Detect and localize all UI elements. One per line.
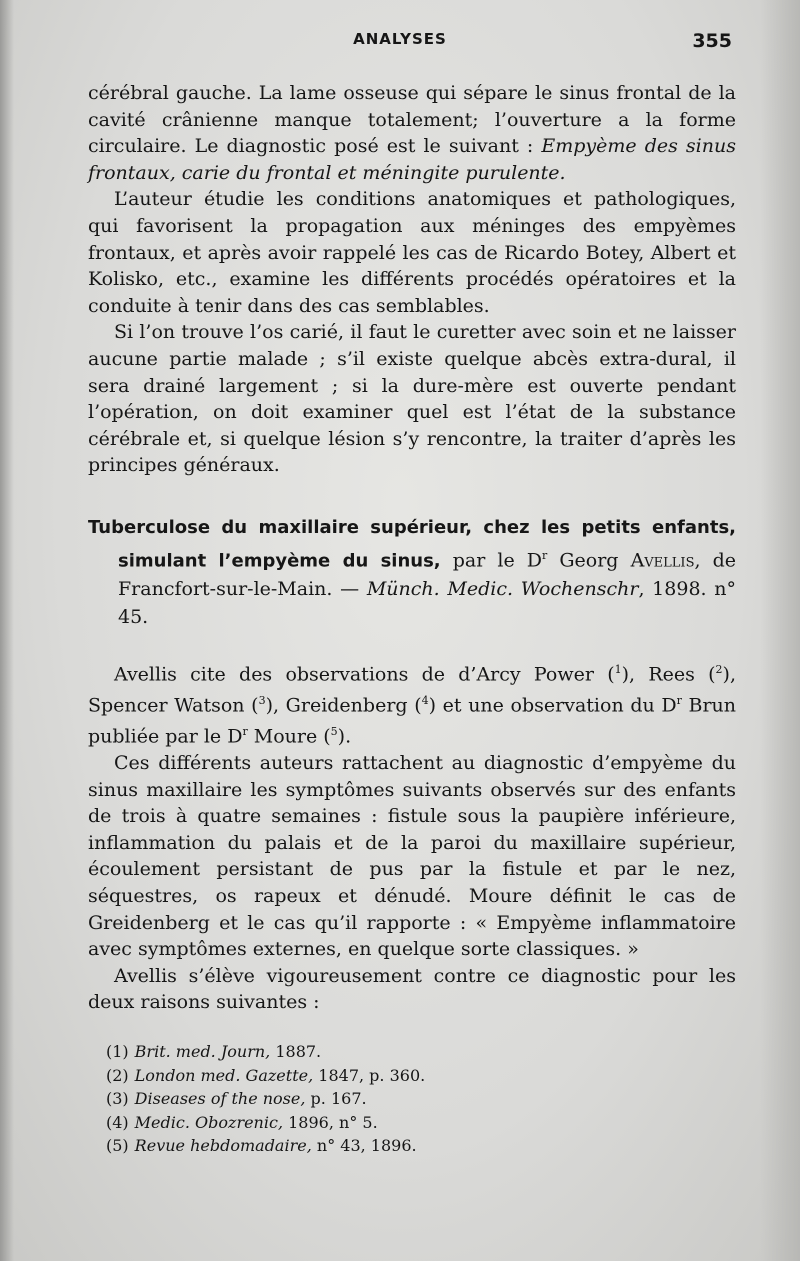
p4-part-g: Moure (: [247, 725, 331, 748]
p4-part-h: ).: [337, 725, 352, 748]
footnote-rest: p. 167.: [305, 1089, 367, 1108]
footnote-number: (1): [106, 1042, 129, 1061]
footnote-ref-5: 5: [330, 725, 338, 739]
footnote-number: (4): [106, 1112, 129, 1132]
paragraph-1-text: cérébral gauche. La lame osseuse qui sépare le sinus frontal de la cavité crânienne manque totalement; l’ouverture a la forme circulaire. Le diagnostic posé est le suivant :: [88, 82, 736, 158]
footnote-ref-1: 1: [614, 663, 622, 677]
spacer: [88, 631, 736, 657]
footnote-3: [106, 1087, 706, 1111]
page-header: [0, 30, 800, 54]
paragraph-4: [88, 657, 736, 750]
footnote-title: London med. Gazette,: [134, 1065, 314, 1085]
paragraph-6: Avellis s’élève vigoureusement contre ce diagnostic pour les deux raisons suivantes :: [88, 964, 736, 1014]
article-by: par le D: [440, 549, 543, 572]
footnote-ref-4: 4: [421, 694, 429, 708]
p4-part-a: Avellis cite des observations de d’Arcy Power (: [114, 663, 615, 686]
author-first: Georg: [547, 549, 631, 572]
footnote-rest: 1847, p. 360.: [313, 1065, 426, 1085]
footnote-rest: 1896, n° 5.: [283, 1112, 378, 1132]
page-shadow-right: [760, 0, 800, 1261]
paragraph-5: Ces différents auteurs rattachent au diagnostic d’empyème du sinus maxillaire les symptômes suivants observés sur des enfants de trois à quatre semaines : fistule sous la paupière inférieure, inflammation du palais et de la paroi du maxillaire supérieur, écoulement persistant de pus par la fistule et par le nez, séquestres, os rapeux et dénudé. Moure définit le cas de Greidenberg et le cas qu’il rapporte : « Empyème inflammatoire avec symptômes externes, en quelque sorte classiques. »: [88, 752, 736, 961]
footnote-5: [106, 1134, 706, 1158]
p4-part-c: ), Spencer Watson (: [88, 663, 736, 717]
author-place: , de Francfort-sur-le-Main. —: [118, 549, 736, 601]
paragraph-3: Si l’on trouve l’os carié, il faut le curetter avec soin et ne laisser aucune partie malade ; s’il existe quelque abcès extra-dural, il sera drainé largement ; si la dure-mère est ouverte pendant l’opération, on doit examiner quel est l’état de la substance cérébrale et, si quelque lésion s’y rencontre, la traiter d’après les principes généraux.: [88, 321, 736, 477]
main-text: [88, 80, 736, 1016]
footnote-title: Revue hebdomadaire,: [134, 1136, 312, 1155]
p4-part-d: ), Greidenberg (: [265, 694, 422, 717]
footnotes: [106, 1040, 706, 1158]
paragraph-2: L’auteur étudie les conditions anatomiques et pathologiques, qui favorisent la propagation aux méninges des empyèmes frontaux, et après avoir rappelé les cas de Ricardo Botey, Albert et Kolisko, etc., examine les différents procédés opératoires et la conduite à tenir dans des cas semblables.: [88, 188, 736, 317]
footnote-number: (2): [106, 1065, 129, 1085]
running-title: ANALYSES: [353, 30, 447, 48]
footnote-2: [106, 1064, 706, 1088]
footnote-title: Brit. med. Journ,: [134, 1042, 271, 1061]
page-number: 355: [692, 30, 732, 52]
footnote-title: Medic. Obozrenic,: [134, 1112, 284, 1132]
footnote-4: [106, 1111, 706, 1135]
paragraph-1: [88, 80, 736, 186]
journal-name: Münch. Medic. Wochenschr: [366, 578, 639, 601]
footnote-1: [106, 1040, 706, 1064]
p4-part-f: Brun publiée par le D: [88, 694, 737, 748]
footnote-rest: 1887.: [270, 1042, 322, 1061]
footnote-number: (5): [106, 1136, 129, 1155]
page-shadow-left: [0, 0, 14, 1261]
p4-part-b: ), Rees (: [621, 663, 716, 686]
footnote-title: Diseases of the nose,: [134, 1089, 306, 1108]
article-dr-sup: r: [542, 548, 548, 562]
p4-part-e: ) et une observation du D: [428, 694, 677, 717]
article-title: Tuberculose du maxillaire supérieur, chez les petits enfants, simulant l’empyème du sinus,: [88, 516, 736, 572]
footnote-ref-3: 3: [258, 694, 266, 708]
journal-ref: , 1898. n° 45.: [118, 578, 737, 629]
dr-sup-2: r: [242, 725, 248, 739]
footnote-rest: n° 43, 1896.: [311, 1136, 417, 1155]
footnote-number: (3): [106, 1089, 129, 1108]
dr-sup-1: r: [676, 694, 682, 708]
author-last: Avellis: [630, 549, 695, 572]
footnote-ref-2: 2: [715, 663, 723, 677]
article-heading: [88, 513, 736, 631]
diagnosis-italic: Empyème des sinus frontaux, carie du frontal et méningite purulente.: [88, 135, 736, 184]
